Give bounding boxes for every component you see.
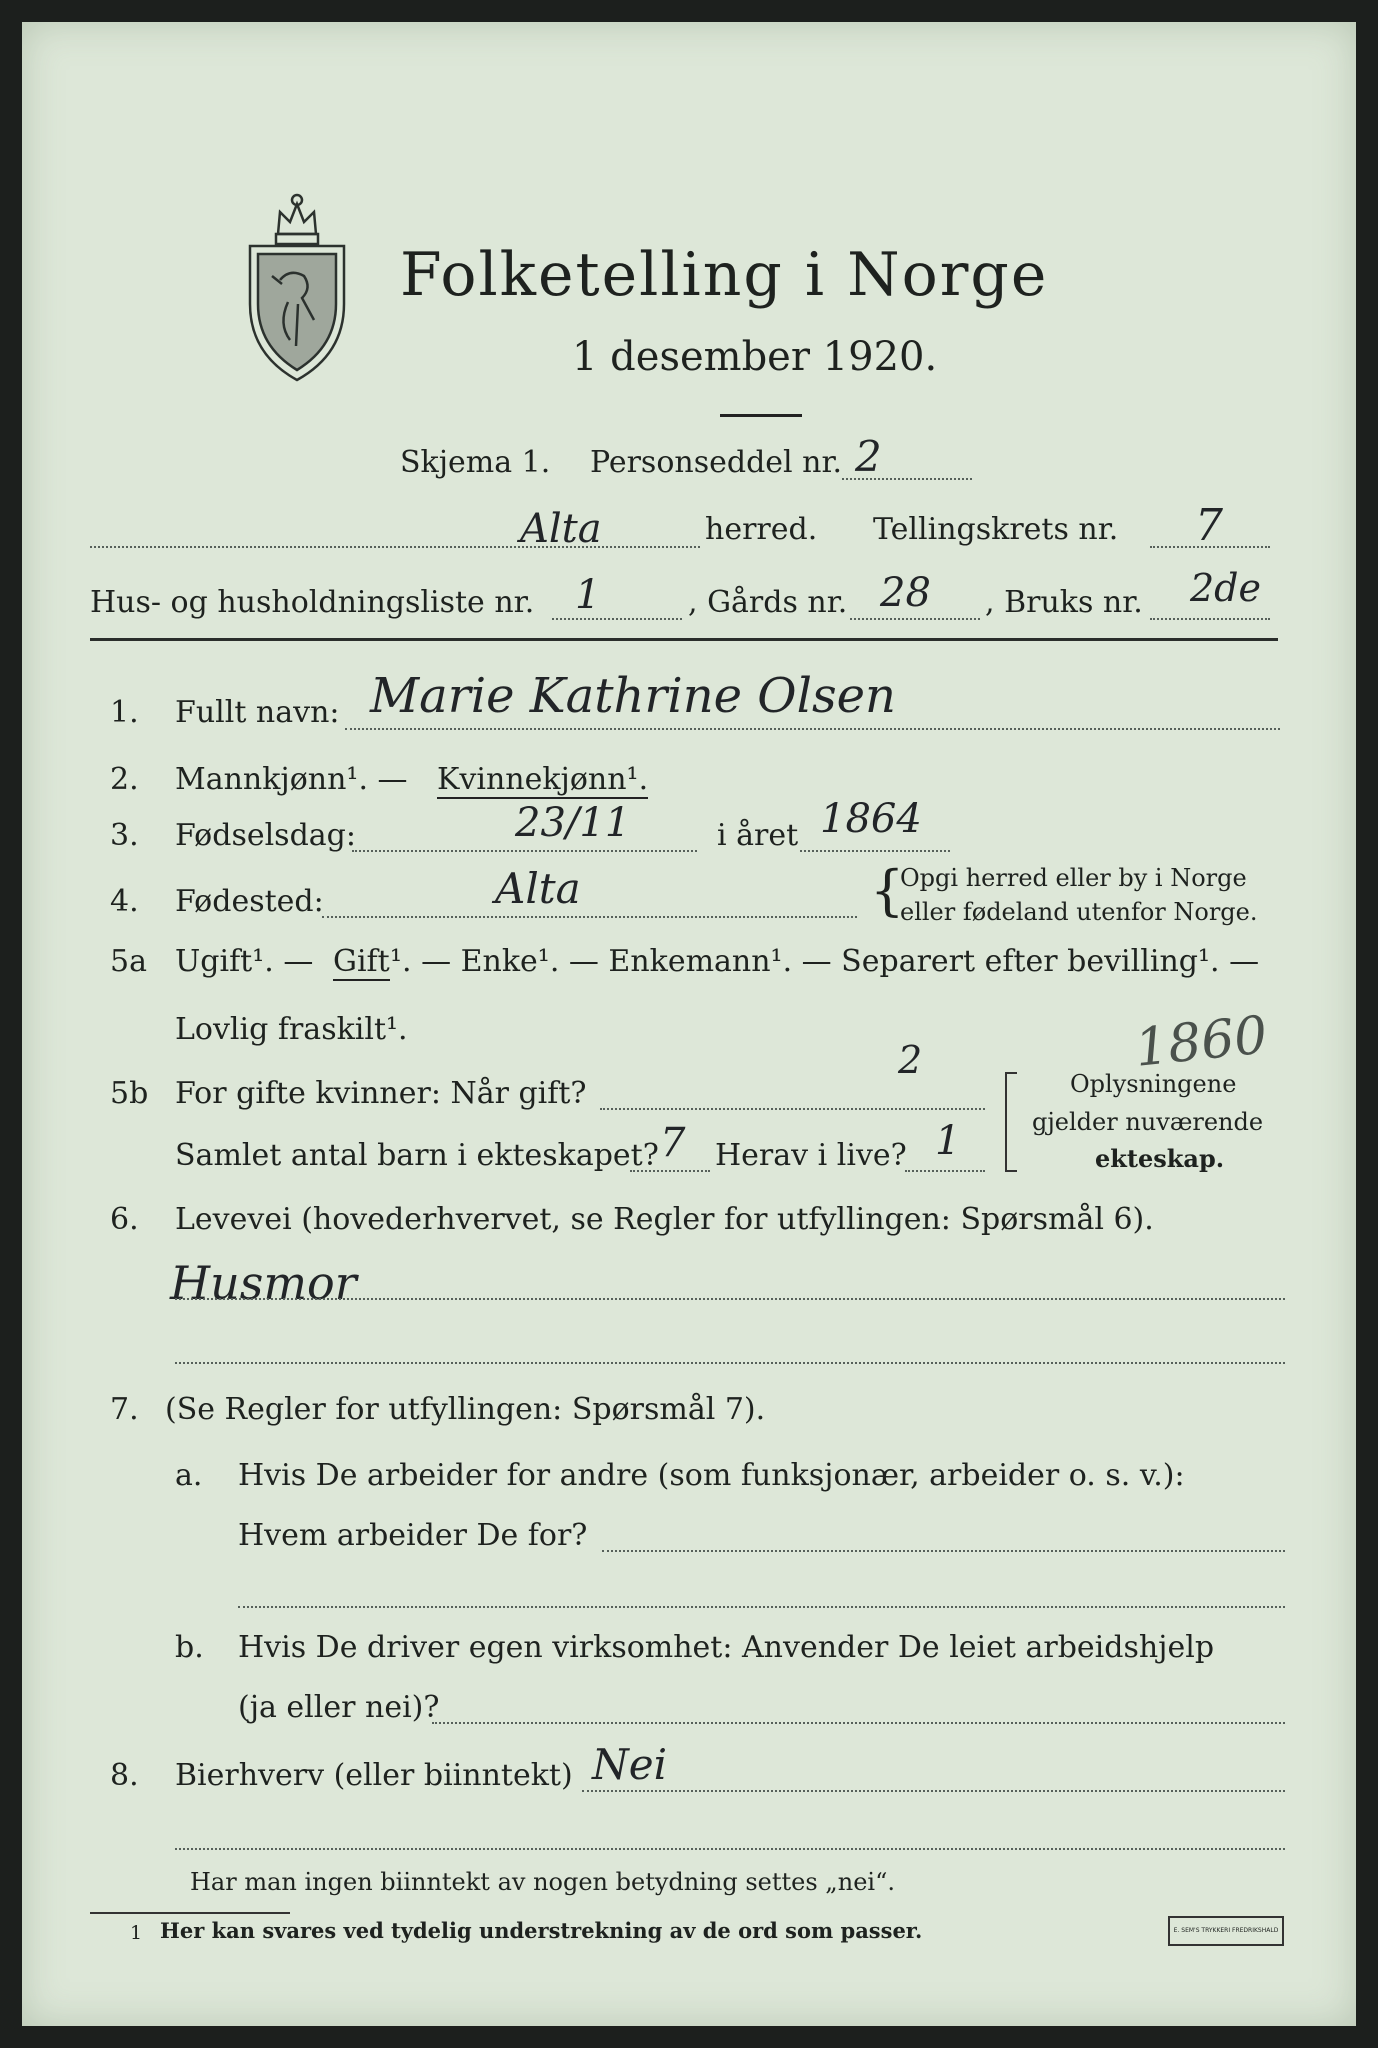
q5b-alive-line xyxy=(905,1170,985,1172)
q7a-number: a. xyxy=(175,1458,203,1493)
gards-label: , Gårds nr. xyxy=(688,585,848,620)
q6-line-2 xyxy=(175,1362,1285,1364)
tellingskrets-value: 7 xyxy=(1195,500,1223,551)
q5b-children-value: 7 xyxy=(660,1120,686,1166)
header-divider xyxy=(90,638,1278,641)
q6-number: 6. xyxy=(110,1202,139,1237)
q5a-gift-underlined: Gift xyxy=(333,944,390,979)
q3-year-line xyxy=(800,850,950,852)
form-title: Folketelling i Norge xyxy=(400,240,1049,310)
q7b-number: b. xyxy=(175,1630,204,1665)
q7-number: 7. xyxy=(110,1392,139,1427)
title-rule xyxy=(720,414,802,417)
q8-line-1 xyxy=(582,1790,1285,1792)
q4-note-1: Opgi herred eller by i Norge xyxy=(900,864,1247,892)
q6-label: Levevei (hovederhvervet, se Regler for utfyllingen: Spørsmål 6). xyxy=(175,1202,1154,1237)
q5b-line xyxy=(600,1108,985,1110)
q7a-label: Hvis De arbeider for andre (som funksjonær, arbeider o. s. v.): xyxy=(238,1458,1185,1493)
q4-brace: { xyxy=(870,859,905,922)
q5b-children-label: Samlet antal barn i ekteskapet? xyxy=(175,1138,659,1173)
q5a-lovlig: Lovlig fraskilt¹. xyxy=(175,1012,408,1047)
gards-value: 28 xyxy=(880,570,931,616)
q5b-note-2: gjelder nuværende xyxy=(1032,1108,1264,1136)
norway-coat-of-arms-icon xyxy=(238,184,356,384)
herred-label: herred. xyxy=(705,512,818,547)
q3-label: Fødselsdag: xyxy=(175,818,356,853)
footnote-rule xyxy=(90,1912,290,1914)
q5a-number: 5a xyxy=(110,944,147,979)
q8-line-2 xyxy=(175,1848,1285,1850)
hus-value: 1 xyxy=(575,572,601,618)
bruks-label: , Bruks nr. xyxy=(985,585,1143,620)
q7b-line xyxy=(432,1722,1285,1724)
footnote-number: 1 xyxy=(130,1922,143,1944)
q7a-line-2 xyxy=(238,1606,1285,1608)
q6-line-1 xyxy=(175,1298,1285,1300)
bruks-line xyxy=(1150,618,1270,620)
q4-number: 4. xyxy=(110,884,139,919)
census-date: 1 desember 1920. xyxy=(572,334,938,380)
footnote: Her kan svares ved tydelig understrekning av de ord som passer. xyxy=(160,1918,923,1943)
q5b-bracket xyxy=(1005,1072,1017,1172)
q5b-children-line xyxy=(630,1170,710,1172)
q3-year-value: 1864 xyxy=(820,796,922,842)
q3-value: 23/11 xyxy=(515,800,631,846)
q1-label: Fullt navn: xyxy=(175,695,340,730)
skjema-label: Skjema 1. xyxy=(400,445,551,480)
q4-note-2: eller fødeland utenfor Norge. xyxy=(900,898,1258,926)
hus-label: Hus- og husholdningsliste nr. xyxy=(90,585,535,620)
q5a-margin-note: 1860 xyxy=(1132,1005,1271,1079)
bruks-value: 2de xyxy=(1190,566,1261,610)
q5b-value: 2 xyxy=(898,1038,923,1082)
q1-number: 1. xyxy=(110,695,139,730)
q5b-number: 5b xyxy=(110,1076,149,1111)
q4-label: Fødested: xyxy=(175,884,324,919)
q7b-label: Hvis De driver egen virksomhet: Anvender De leiet arbeidshjelp xyxy=(238,1630,1215,1665)
q5b-note-3: ekteskap. xyxy=(1095,1144,1225,1173)
q2-female-underlined: Kvinnekjønn¹. xyxy=(437,762,649,797)
q7a-sub: Hvem arbeider De for? xyxy=(238,1518,588,1553)
personseddel-value: 2 xyxy=(855,432,882,481)
q8-number: 8. xyxy=(110,1758,139,1793)
gards-line xyxy=(850,618,980,620)
personseddel-label: Personseddel nr. xyxy=(590,445,843,480)
q5a-options: ¹. — Enke¹. — Enkemann¹. — Separert efter bevilling¹. — xyxy=(390,944,1260,979)
hus-line xyxy=(552,618,682,620)
q2-male: Mannkjønn¹. — xyxy=(175,762,408,797)
printer-stamp-text: E. SEM'S TRYKKERI FREDRIKSHALD xyxy=(1173,1926,1279,1934)
herred-value: Alta xyxy=(520,506,602,552)
q5b-note-1: Oplysningene xyxy=(1070,1070,1237,1098)
q5b-alive-value: 1 xyxy=(935,1118,961,1164)
q8-label: Bierhverv (eller biinntekt) xyxy=(175,1758,573,1793)
q1-line xyxy=(345,728,1280,730)
q1-value: Marie Kathrine Olsen xyxy=(370,668,896,724)
q7b-sub: (ja eller nei)? xyxy=(238,1690,440,1725)
herred-line xyxy=(90,546,700,548)
q7a-line-1 xyxy=(602,1550,1285,1552)
q3-line xyxy=(352,850,697,852)
q5b-alive-label: Herav i live? xyxy=(715,1138,907,1173)
q4-value: Alta xyxy=(495,864,581,913)
tellingskrets-label: Tellingskrets nr. xyxy=(873,512,1119,547)
q5b-label: For gifte kvinner: Når gift? xyxy=(175,1076,587,1111)
q8-value: Nei xyxy=(592,1740,668,1789)
q7-label: (Se Regler for utfyllingen: Spørsmål 7). xyxy=(165,1392,766,1427)
q6-value: Husmor xyxy=(170,1256,357,1310)
q2-number: 2. xyxy=(110,762,139,797)
q5a-ugift: Ugift¹. — xyxy=(175,944,314,979)
q4-line xyxy=(322,916,857,918)
q3-year-label: i året xyxy=(717,818,799,853)
biinntekt-note: Har man ingen biinntekt av nogen betydning settes „nei“. xyxy=(190,1868,895,1896)
q3-number: 3. xyxy=(110,818,139,853)
printer-stamp xyxy=(1168,1916,1284,1946)
